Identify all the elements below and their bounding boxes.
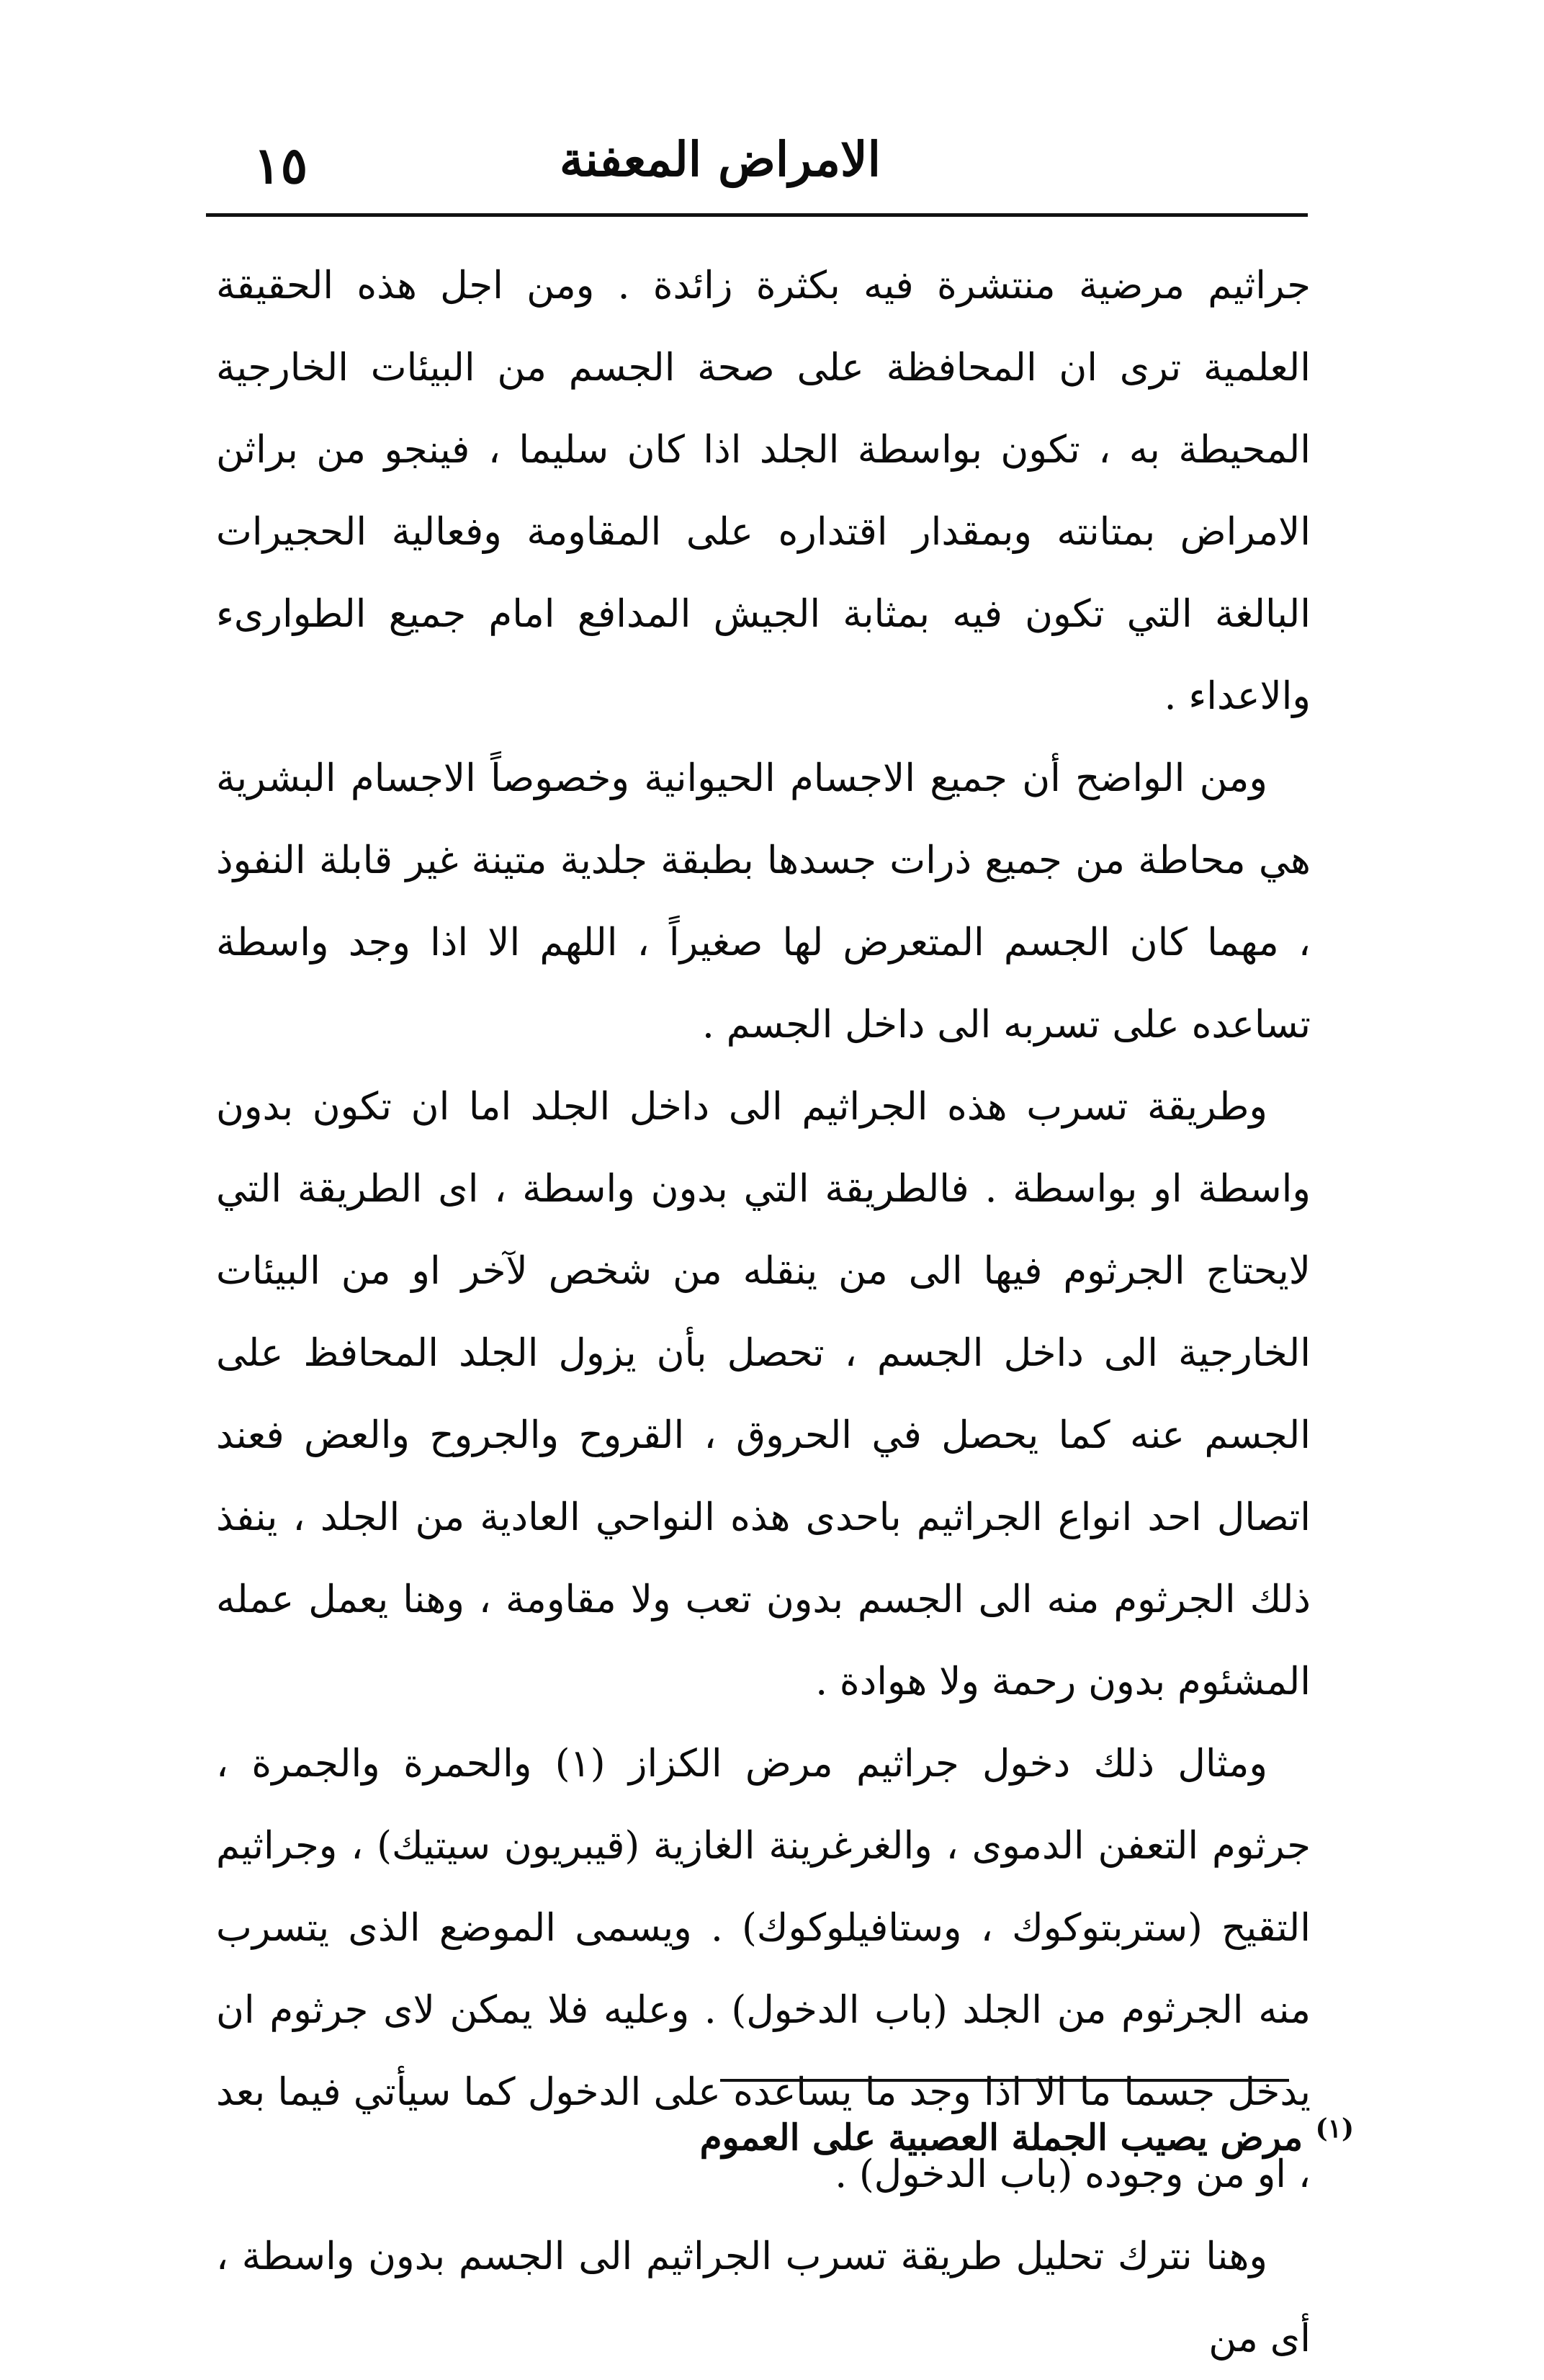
paragraph-2: ومن الواضح أن جميع الاجسام الحيوانية وخصوصاً الاجسام البشرية هي محاطة من جميع ذرات جسدها بطبقة جلدية متينة غير قابلة النفوذ ، مهما كان الجسم المتعرض لها صغيراً ، اللهم الا اذا وجد واسطة تساعده على تسربه الى داخل الجسم . [216,756,1311,1047]
running-title: الامراض المعفنة [560,131,881,187]
header-rule [206,213,1308,217]
footnote-rule [720,2079,1289,2082]
body-text [216,245,1311,2380]
footnote-text: مرض يصيب الجملة العصبية على العموم [699,2116,1303,2159]
footnote-marker: (١) [1315,2113,1354,2144]
paragraph-3: وطريقة تسرب هذه الجراثيم الى داخل الجلد اما ان تكون بدون واسطة او بواسطة . فالطريقة التي بدون واسطة ، اى الطريقة التي لايحتاج الجرثوم فيها الى من ينقله من شخص لآخر او من البيئات الخارجية الى داخل الجسم ، تحصل بأن يزول الجلد المحافظ على الجسم عنه كما يحصل في الحروق ، القروح والجروح والعض فعند اتصال احد انواع الجراثيم باحدى هذه النواحي العادية من الجلد ، ينفذ ذلك الجرثوم منه الى الجسم بدون تعب ولا مقاومة ، وهنا يعمل عمله المشئوم بدون رحمة ولا هوادة . [216,1085,1311,1704]
footnote [591,2089,1354,2178]
paragraph-1: جراثيم مرضية منتشرة فيه بكثرة زائدة . ومن اجل هذه الحقيقة العلمية ترى ان المحافظة على صحة الجسم من البيئات الخارجية المحيطة به ، تكون بواسطة الجلد اذا كان سليما ، فينجو من براثن الامراض بمتانته وبمقدار اقتداره على المقاومة وفعالية الحجيرات البالغة التي تكون فيه بمثابة الجيش المدافع امام جميع الطوارىء والاعداء . [216,264,1311,718]
paragraph-5: وهنا نترك تحليل طريقة تسرب الجراثيم الى الجسم بدون واسطة ، أى من [216,2234,1311,2361]
page-number: ١٥ [253,135,308,195]
paragraph-4: ومثال ذلك دخول جراثيم مرض الكزاز (١) والحمرة والجمرة ، جرثوم التعفن الدموى ، والغرغرينة الغازية (قيبريون سيتيك) ، وجراثيم التقيح (ستربتوكوك ، وستافيلوكوك) . ويسمى الموضع الذى يتسرب منه الجرثوم من الجلد (باب الدخول) . وعليه فلا يمكن لاى جرثوم ان يدخل جسما ما الا اذا وجد ما يساعده على الدخول كما سيأتي فيما بعد ، او من وجوده (باب الدخول) . [216,1742,1311,2196]
